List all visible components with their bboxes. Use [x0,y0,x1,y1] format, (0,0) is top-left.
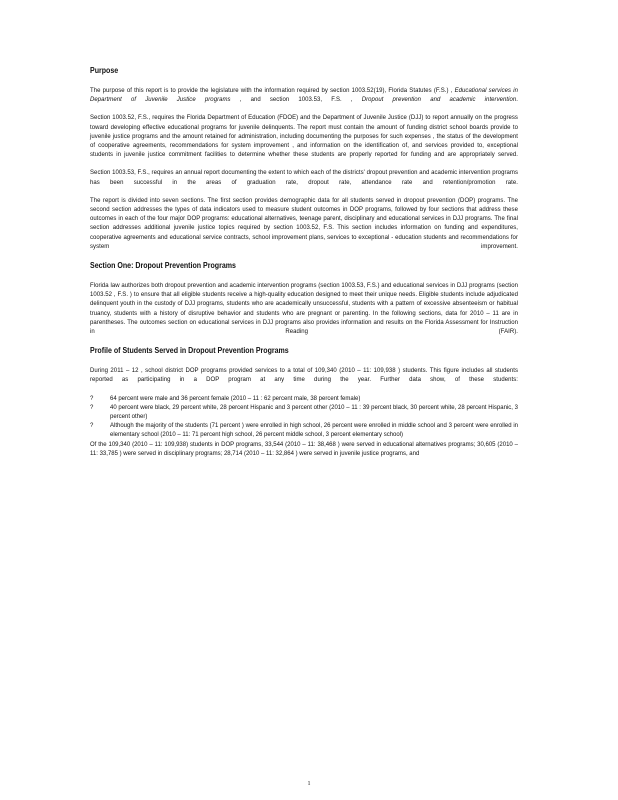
list-item [90,395,518,404]
heading-section-one: Section One: Dropout Prevention Programs [90,261,236,271]
purpose-p1-text-b: , and section 1003.53, F.S. , [239,97,353,104]
profile-paragraph: During 2011 – 12 , school district DOP programs provided services to a total of 109,340 (2010 – 11: 109,938 ) students. This figure includes all students reported as participating in a DOP program at any time during the year. Further data show, of these students: [90,368,518,384]
bullet-glyph: ? [90,423,94,430]
heading-purpose: Purpose [90,66,119,75]
list-item-text: 64 percent were male and 36 percent female (2010 – 11 : 62 percent male, 38 percent female) [110,395,361,402]
page-number: 1 [307,781,311,787]
page-content [90,66,518,459]
profile-bullet-list [90,395,518,441]
purpose-paragraph-4: The report is divided into seven sections. The first section provides demographic data for all students served in dropout prevention (DOP) programs. The second section addresses the types of data indicators used to measure student outcomes in DOP programs, followed by four sections that address these outcomes in each of the four major DOP programs: educational alternatives, teenage parent, disciplinary and educational services in DJJ programs. The final section addresses additional juvenile justice topics required by section 1003.52, F.S. This section includes information on funding and expenditures, cooperative agreements and educational service contracts, school improvement plans, services to exceptional - education students and recommendations for system improvement. [90,197,518,250]
purpose-paragraph-2: Section 1003.52, F.S., requires the Florida Department of Education (FDOE) and the Department of Juvenile Justice (DJJ) to report annually on the progress toward developing effective educational programs for juvenile delinquents. The report must contain the amount of funding district school boards provide to juvenile justice programs and the amount retained for administration, including documenting the purposes for such expenses , the status of the development of cooperative agreements, recommendations for system improvement , and information on the identification of, and services provided to, exceptional students in juvenile justice commitment facilities to determine whether these students are properly reported for funding and are appropriately served. [90,115,518,159]
purpose-p1-text-c: . [516,97,519,104]
purpose-p1-italic-title-1: Educational services in Department of Juvenile Justice programs [90,88,519,104]
list-item [90,422,518,440]
purpose-p1-text-a: The purpose of this report is to provide the legislature with the information required by section 1003.52(19), Florida Statutes (F.S.) , [90,88,453,94]
bullet-glyph: ? [90,404,94,411]
bullet-glyph: ? [90,395,94,402]
list-item-text: 40 percent were black, 29 percent white, 28 percent Hispanic and 3 percent other (2010 – 11 : 39 percent black, 30 percent white, 28 percent Hispanic, 3 percent other) [110,404,518,421]
heading-profile: Profile of Students Served in Dropout Prevention Programs [90,346,289,356]
purpose-paragraph-3: Section 1003.53, F.S., requires an annual report documenting the extent to which each of the districts' dropout prevention and academic intervention programs has been successful in the areas of graduation rate, dropout rate, attendance rate and retention/promotion rate. [90,170,518,186]
purpose-paragraph-1 [90,87,518,105]
purpose-p1-italic-title-2: Dropout prevention and academic intervention [361,97,517,104]
profile-tail-paragraph: Of the 109,340 (2010 – 11: 109,938) students in DOP programs, 33,544 (2010 – 11: 38,468 ) were served in educational alternatives programs; 30,605 (2010 – 11: 33,785 ) were served in disciplinary programs; 28,714 (2010 – 11: 32,864 ) were served in juvenile justice programs, and [90,441,518,457]
list-item-text: Although the majority of the students (71 percent ) were enrolled in high school, 26 percent were enrolled in middle school and 3 percent were enrolled in elementary school (2010 – 11: 71 percent high school, 26 percent middle school, 3 percent elementary school) [110,423,518,439]
list-item [90,404,518,422]
section-one-paragraph: Florida law authorizes both dropout prevention and academic intervention programs (section 1003.53, F.S.) and educational services in DJJ programs (section 1003.52 , F.S. ) to ensure that all eligible students receive a high-quality education designed to meet their unique needs. Eligible students include adjudicated delinquent youth in the custody of DJJ programs, students who are academically unsuccessful, students with a pattern of excessive absenteeism or habitual truancy, students with a history of disruptive behavior and students who are pregnant or parenting. In the following sections, data for 2010 – 11 are in parentheses. The outcomes section on educational services in DJJ programs also provides information and results on the Florida Assessment for Instruction in Reading (FAIR). [90,283,518,336]
